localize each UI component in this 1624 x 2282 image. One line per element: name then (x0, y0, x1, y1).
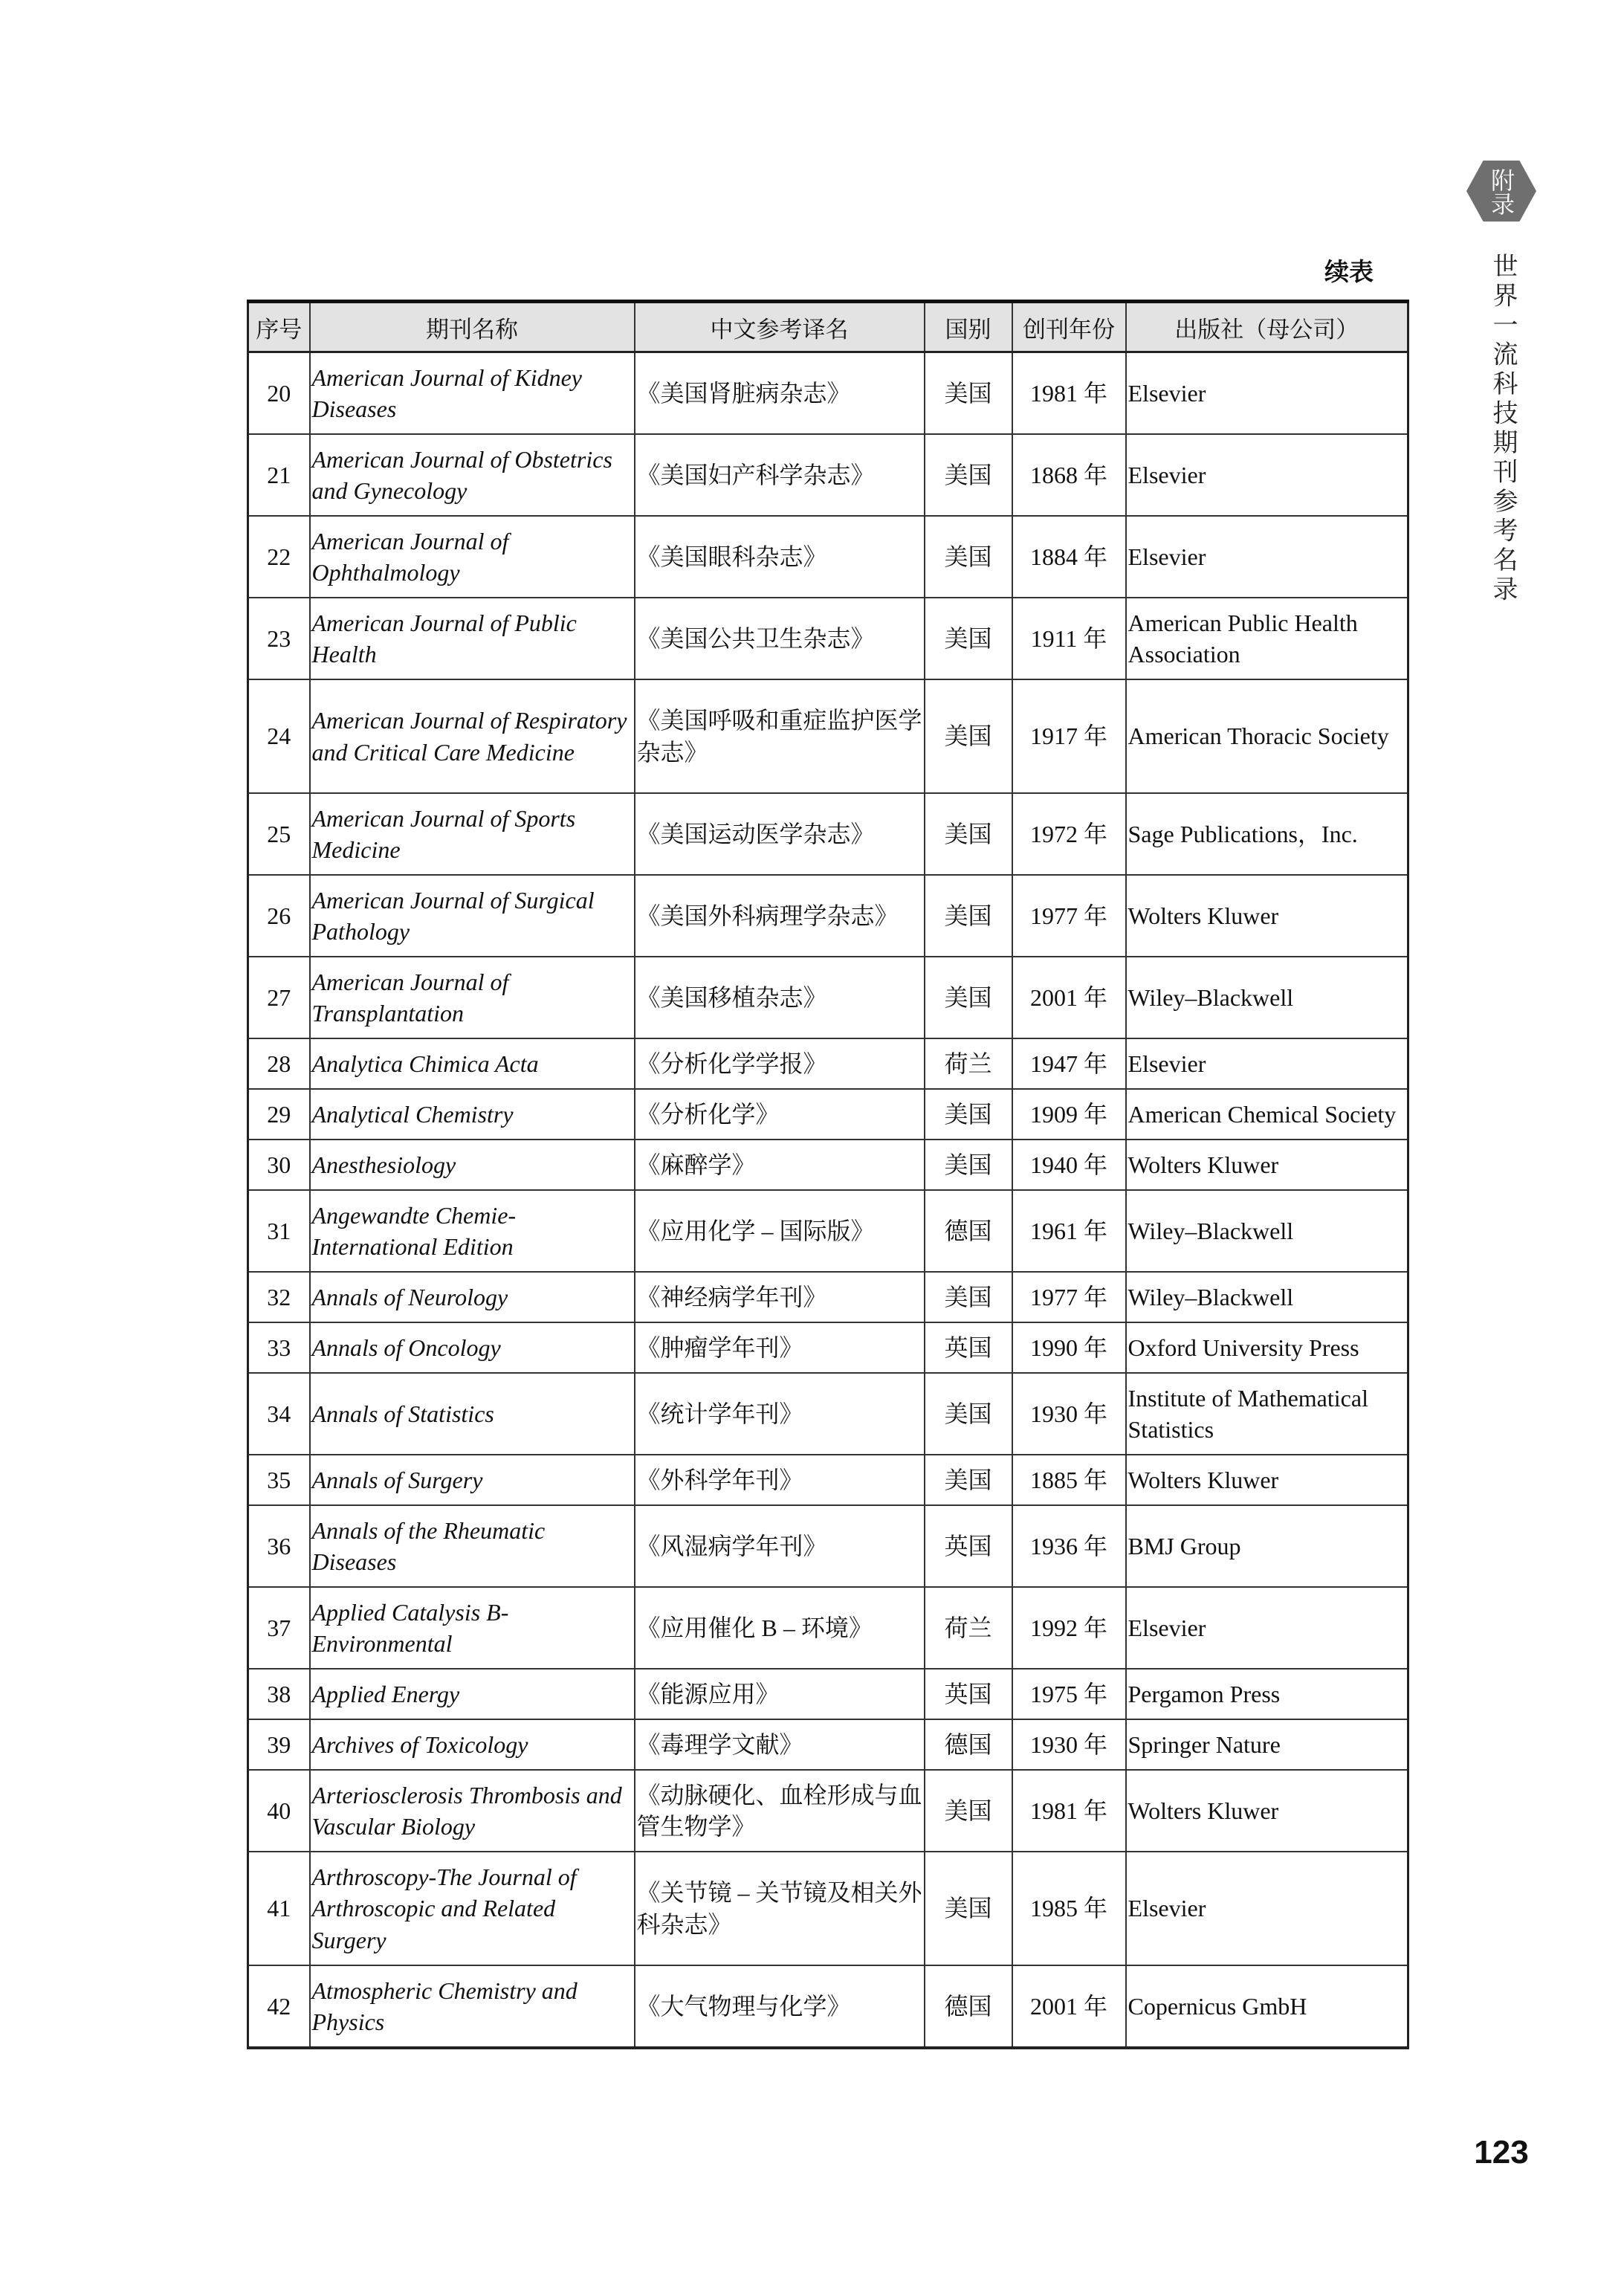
chinese-name-cell: 《应用催化 B – 环境》 (635, 1587, 925, 1669)
founded-year-cell: 1936 年 (1012, 1505, 1126, 1587)
founded-year-cell: 1975 年 (1012, 1669, 1126, 1719)
country-cell: 德国 (925, 1965, 1012, 2048)
country-cell: 美国 (925, 598, 1012, 679)
row-number-cell: 29 (248, 1089, 310, 1140)
table-row (248, 1272, 1408, 1322)
country-cell: 荷兰 (925, 1038, 1012, 1089)
publisher-cell: Pergamon Press (1126, 1669, 1408, 1719)
table-row (248, 1140, 1408, 1190)
founded-year-cell: 1972 年 (1012, 793, 1126, 875)
publisher-cell: Wiley–Blackwell (1126, 957, 1408, 1038)
country-cell: 美国 (925, 1455, 1012, 1505)
journal-name-cell: Arthroscopy-The Journal of Arthroscopic and Related Surgery (310, 1852, 635, 1965)
section-side-title: 世界一流科技期刊参考名录 (1488, 253, 1518, 605)
journal-name-cell: American Journal of Obstetrics and Gynecology (310, 434, 635, 516)
table-row (248, 1455, 1408, 1505)
journal-name-cell: Atmospheric Chemistry and Physics (310, 1965, 635, 2048)
founded-year-cell: 1977 年 (1012, 1272, 1126, 1322)
publisher-cell: Copernicus GmbH (1126, 1965, 1408, 2048)
country-cell: 美国 (925, 434, 1012, 516)
founded-year-cell: 1911 年 (1012, 598, 1126, 679)
publisher-cell: Wiley–Blackwell (1126, 1190, 1408, 1272)
founded-year-cell: 1868 年 (1012, 434, 1126, 516)
country-cell: 德国 (925, 1719, 1012, 1770)
column-header-journal-name: 期刊名称 (310, 302, 635, 352)
row-number-cell: 39 (248, 1719, 310, 1770)
chinese-name-cell: 《美国移植杂志》 (635, 957, 925, 1038)
publisher-cell: Wolters Kluwer (1126, 1455, 1408, 1505)
founded-year-cell: 1885 年 (1012, 1455, 1126, 1505)
publisher-cell: Elsevier (1126, 352, 1408, 435)
journal-name-cell: American Journal of Kidney Diseases (310, 352, 635, 435)
country-cell: 英国 (925, 1322, 1012, 1373)
table-row (248, 1505, 1408, 1587)
country-cell: 美国 (925, 957, 1012, 1038)
country-cell: 美国 (925, 875, 1012, 957)
table-row (248, 1373, 1408, 1455)
journal-name-cell: Annals of Statistics (310, 1373, 635, 1455)
table-row (248, 679, 1408, 793)
chinese-name-cell: 《美国呼吸和重症监护医学杂志》 (635, 679, 925, 793)
column-header-number: 序号 (248, 302, 310, 352)
founded-year-cell: 1917 年 (1012, 679, 1126, 793)
publisher-cell: American Public Health Association (1126, 598, 1408, 679)
chinese-name-cell: 《美国肾脏病杂志》 (635, 352, 925, 435)
chinese-name-cell: 《大气物理与化学》 (635, 1965, 925, 2048)
row-number-cell: 42 (248, 1965, 310, 2048)
founded-year-cell: 1909 年 (1012, 1089, 1126, 1140)
table-row (248, 1852, 1408, 1965)
country-cell: 荷兰 (925, 1587, 1012, 1669)
founded-year-cell: 1990 年 (1012, 1322, 1126, 1373)
chinese-name-cell: 《能源应用》 (635, 1669, 925, 1719)
table-header-row (248, 302, 1408, 352)
founded-year-cell: 1930 年 (1012, 1719, 1126, 1770)
chinese-name-cell: 《美国公共卫生杂志》 (635, 598, 925, 679)
table-row (248, 1089, 1408, 1140)
table-row (248, 1965, 1408, 2048)
table-row (248, 1770, 1408, 1852)
row-number-cell: 26 (248, 875, 310, 957)
publisher-cell: American Chemical Society (1126, 1089, 1408, 1140)
founded-year-cell: 2001 年 (1012, 1965, 1126, 2048)
table-row (248, 793, 1408, 875)
row-number-cell: 40 (248, 1770, 310, 1852)
founded-year-cell: 1985 年 (1012, 1852, 1126, 1965)
row-number-cell: 32 (248, 1272, 310, 1322)
publisher-cell: Elsevier (1126, 516, 1408, 598)
journal-name-cell: Analytica Chimica Acta (310, 1038, 635, 1089)
founded-year-cell: 2001 年 (1012, 957, 1126, 1038)
publisher-cell: Sage Publications，Inc. (1126, 793, 1408, 875)
table-body (248, 352, 1408, 2049)
chinese-name-cell: 《关节镜 – 关节镜及相关外科杂志》 (635, 1852, 925, 1965)
row-number-cell: 24 (248, 679, 310, 793)
journal-name-cell: American Journal of Surgical Pathology (310, 875, 635, 957)
row-number-cell: 41 (248, 1852, 310, 1965)
chinese-name-cell: 《统计学年刊》 (635, 1373, 925, 1455)
founded-year-cell: 1930 年 (1012, 1373, 1126, 1455)
continued-table-label: 续表 (1324, 257, 1374, 286)
row-number-cell: 30 (248, 1140, 310, 1190)
column-header-chinese-name: 中文参考译名 (635, 302, 925, 352)
founded-year-cell: 1940 年 (1012, 1140, 1126, 1190)
founded-year-cell: 1981 年 (1012, 1770, 1126, 1852)
row-number-cell: 33 (248, 1322, 310, 1373)
table-row (248, 957, 1408, 1038)
founded-year-cell: 1884 年 (1012, 516, 1126, 598)
country-cell: 美国 (925, 352, 1012, 435)
row-number-cell: 34 (248, 1373, 310, 1455)
page-number: 123 (1474, 2134, 1529, 2171)
table-row (248, 1669, 1408, 1719)
publisher-cell: American Thoracic Society (1126, 679, 1408, 793)
table-row (248, 352, 1408, 435)
publisher-cell: Institute of Mathematical Statistics (1126, 1373, 1408, 1455)
publisher-cell: Elsevier (1126, 1852, 1408, 1965)
row-number-cell: 25 (248, 793, 310, 875)
journal-table (247, 300, 1409, 2049)
country-cell: 美国 (925, 1770, 1012, 1852)
journal-name-cell: American Journal of Sports Medicine (310, 793, 635, 875)
table-row (248, 1587, 1408, 1669)
country-cell: 美国 (925, 1272, 1012, 1322)
journal-name-cell: Applied Catalysis B-Environmental (310, 1587, 635, 1669)
row-number-cell: 37 (248, 1587, 310, 1669)
column-header-publisher: 出版社（母公司） (1126, 302, 1408, 352)
publisher-cell: Wiley–Blackwell (1126, 1272, 1408, 1322)
table-row (248, 598, 1408, 679)
table-row (248, 1322, 1408, 1373)
country-cell: 美国 (925, 1852, 1012, 1965)
publisher-cell: Wolters Kluwer (1126, 875, 1408, 957)
founded-year-cell: 1977 年 (1012, 875, 1126, 957)
journal-name-cell: Anesthesiology (310, 1140, 635, 1190)
table-row (248, 875, 1408, 957)
publisher-cell: Elsevier (1126, 434, 1408, 516)
column-header-country: 国别 (925, 302, 1012, 352)
publisher-cell: Elsevier (1126, 1587, 1408, 1669)
journal-name-cell: Annals of Oncology (310, 1322, 635, 1373)
country-cell: 美国 (925, 679, 1012, 793)
journal-name-cell: Analytical Chemistry (310, 1089, 635, 1140)
chinese-name-cell: 《麻醉学》 (635, 1140, 925, 1190)
chinese-name-cell: 《外科学年刊》 (635, 1455, 925, 1505)
table-row (248, 1190, 1408, 1272)
publisher-cell: Oxford University Press (1126, 1322, 1408, 1373)
chinese-name-cell: 《神经病学年刊》 (635, 1272, 925, 1322)
table-row (248, 434, 1408, 516)
row-number-cell: 36 (248, 1505, 310, 1587)
country-cell: 美国 (925, 516, 1012, 598)
journal-name-cell: American Journal of Transplantation (310, 957, 635, 1038)
chinese-name-cell: 《美国眼科杂志》 (635, 516, 925, 598)
chinese-name-cell: 《美国运动医学杂志》 (635, 793, 925, 875)
row-number-cell: 38 (248, 1669, 310, 1719)
journal-name-cell: Applied Energy (310, 1669, 635, 1719)
journal-name-cell: American Journal of Respiratory and Critical Care Medicine (310, 679, 635, 793)
journal-name-cell: Annals of Surgery (310, 1455, 635, 1505)
chinese-name-cell: 《应用化学 – 国际版》 (635, 1190, 925, 1272)
journal-name-cell: Annals of Neurology (310, 1272, 635, 1322)
journal-name-cell: Annals of the Rheumatic Diseases (310, 1505, 635, 1587)
country-cell: 美国 (925, 1089, 1012, 1140)
chinese-name-cell: 《肿瘤学年刊》 (635, 1322, 925, 1373)
country-cell: 美国 (925, 1140, 1012, 1190)
appendix-tab-label: 附录 (1487, 168, 1515, 216)
publisher-cell: Wolters Kluwer (1126, 1140, 1408, 1190)
chinese-name-cell: 《毒理学文献》 (635, 1719, 925, 1770)
country-cell: 美国 (925, 1373, 1012, 1455)
journal-name-cell: Arteriosclerosis Thrombosis and Vascular Biology (310, 1770, 635, 1852)
founded-year-cell: 1992 年 (1012, 1587, 1126, 1669)
table-row (248, 516, 1408, 598)
row-number-cell: 31 (248, 1190, 310, 1272)
founded-year-cell: 1947 年 (1012, 1038, 1126, 1089)
row-number-cell: 27 (248, 957, 310, 1038)
journal-name-cell: American Journal of Public Health (310, 598, 635, 679)
column-header-founded-year: 创刊年份 (1012, 302, 1126, 352)
chinese-name-cell: 《风湿病学年刊》 (635, 1505, 925, 1587)
chinese-name-cell: 《分析化学学报》 (635, 1038, 925, 1089)
journal-name-cell: Archives of Toxicology (310, 1719, 635, 1770)
row-number-cell: 20 (248, 352, 310, 435)
country-cell: 英国 (925, 1669, 1012, 1719)
table-row (248, 1719, 1408, 1770)
table-row (248, 1038, 1408, 1089)
publisher-cell: BMJ Group (1126, 1505, 1408, 1587)
row-number-cell: 23 (248, 598, 310, 679)
row-number-cell: 21 (248, 434, 310, 516)
journal-name-cell: Angewandte Chemie-International Edition (310, 1190, 635, 1272)
row-number-cell: 28 (248, 1038, 310, 1089)
country-cell: 德国 (925, 1190, 1012, 1272)
chinese-name-cell: 《美国外科病理学杂志》 (635, 875, 925, 957)
chinese-name-cell: 《动脉硬化、血栓形成与血管生物学》 (635, 1770, 925, 1852)
publisher-cell: Springer Nature (1126, 1719, 1408, 1770)
country-cell: 美国 (925, 793, 1012, 875)
publisher-cell: Elsevier (1126, 1038, 1408, 1089)
journal-name-cell: American Journal of Ophthalmology (310, 516, 635, 598)
founded-year-cell: 1961 年 (1012, 1190, 1126, 1272)
country-cell: 英国 (925, 1505, 1012, 1587)
founded-year-cell: 1981 年 (1012, 352, 1126, 435)
row-number-cell: 22 (248, 516, 310, 598)
chinese-name-cell: 《美国妇产科学杂志》 (635, 434, 925, 516)
row-number-cell: 35 (248, 1455, 310, 1505)
publisher-cell: Wolters Kluwer (1126, 1770, 1408, 1852)
chinese-name-cell: 《分析化学》 (635, 1089, 925, 1140)
